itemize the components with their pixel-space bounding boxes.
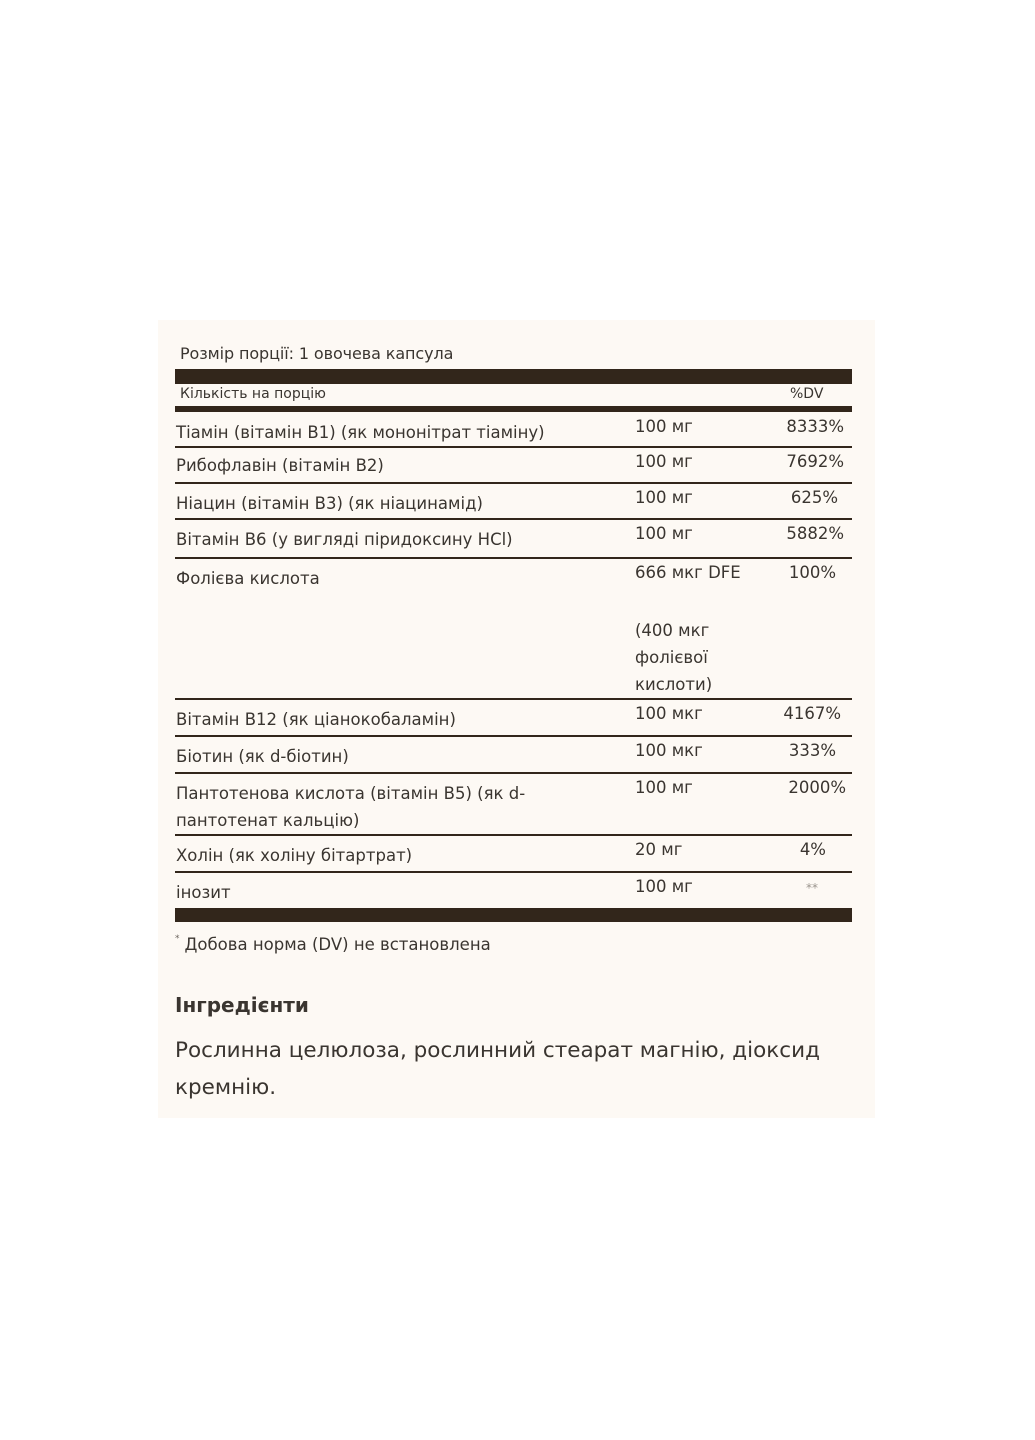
table-row	[175, 412, 852, 448]
table-row	[175, 559, 852, 700]
nutrient-amount: 100 мг	[635, 778, 693, 797]
supplement-facts-panel	[158, 320, 875, 1118]
table-row	[175, 774, 852, 836]
bottom-divider-bar	[175, 908, 852, 922]
nutrient-name: Рибофлавін (вітамін B2)	[176, 456, 384, 475]
nutrient-name: Вітамін B6 (у вигляді піридоксину HCl)	[176, 530, 513, 549]
footnote	[175, 934, 491, 954]
nutrient-name: Біотин (як d-біотин)	[176, 747, 349, 766]
serving-size: Розмір порції: 1 овочева капсула	[180, 344, 454, 363]
table-row	[175, 700, 852, 737]
nutrient-amount: 100 мг	[635, 417, 693, 436]
nutrient-amount: 20 мг	[635, 840, 683, 859]
nutrient-name: інозит	[176, 883, 231, 902]
amount-per-serving-header	[175, 384, 852, 406]
nutrient-dv: 5882%	[786, 524, 844, 543]
footnote-text: Добова норма (DV) не встановлена	[184, 935, 491, 954]
nutrient-amount: 100 мг	[635, 877, 693, 896]
nutrient-amount: 100 мг	[635, 488, 693, 507]
nutrient-amount: 100 мкг	[635, 704, 703, 723]
nutrient-amount-note: (400 мкг фолієвої кислоти)	[635, 621, 713, 694]
table-row	[175, 873, 852, 909]
ingredients-title: Інгредієнти	[175, 993, 309, 1017]
dv-header: %DV	[790, 386, 824, 402]
amount-per-serving-label: Кількість на порцію	[180, 386, 326, 402]
nutrient-dv: **	[806, 881, 818, 895]
nutrient-dv: 8333%	[786, 417, 844, 436]
nutrient-amount: 100 мкг	[635, 741, 703, 760]
nutrient-dv: 7692%	[786, 452, 844, 471]
ingredients-text: Рослинна целюлоза, рослинний стеарат магнію, діоксид кремнію.	[175, 1038, 820, 1100]
nutrient-name: Тіамін (вітамін B1) (як мононітрат тіаміну)	[176, 423, 545, 442]
table-row	[175, 737, 852, 774]
nutrient-name: Ніацин (вітамін B3) (як ніацинамід)	[176, 494, 483, 513]
nutrient-name: Пантотенова кислота (вітамін B5) (як d-пантотенат кальцію)	[176, 784, 526, 830]
table-row	[175, 520, 852, 559]
nutrient-dv: 4%	[799, 840, 826, 859]
nutrient-amount: 100 мг	[635, 524, 693, 543]
nutrient-amount: 666 мкг DFE	[635, 563, 741, 582]
nutrient-dv: 333%	[788, 741, 836, 760]
footnote-marker: *	[175, 934, 180, 944]
nutrient-dv: 625%	[790, 488, 838, 507]
nutrient-name: Фолієва кислота	[176, 569, 320, 588]
nutrient-amount: 100 мг	[635, 452, 693, 471]
table-row	[175, 836, 852, 873]
table-row	[175, 448, 852, 484]
table-row	[175, 484, 852, 520]
nutrient-table	[175, 412, 852, 909]
nutrient-dv: 4167%	[783, 704, 841, 723]
nutrient-dv: 100%	[788, 563, 836, 582]
nutrient-dv: 2000%	[788, 778, 846, 797]
top-divider-bar	[175, 369, 852, 384]
nutrient-name: Вітамін B12 (як ціанокобаламін)	[176, 710, 456, 729]
nutrient-name: Холін (як холіну бітартрат)	[176, 846, 413, 865]
